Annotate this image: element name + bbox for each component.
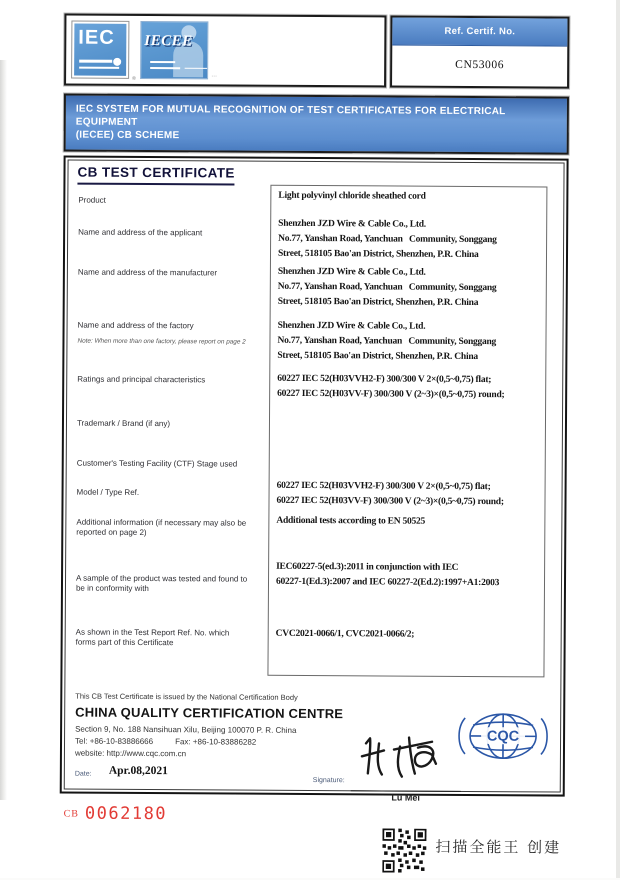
scheme-banner-line1: IEC SYSTEM FOR MUTUAL RECOGNITION OF TEST CERTIFICATES FOR ELECTRICAL EQUIPMENT [75,103,506,128]
test-report-value: CVC2021-0066/1, CVC2021-0066/2; [275,628,415,640]
scanner-watermark-text: 扫描全能王 创建 [435,837,562,857]
issued-by-statement: This CB Test Certificate is issued by the National Certification Body [75,691,298,702]
manufacturer-value: Shenzhen JZD Wire & Cable Co., Ltd. No.77, Yanshan Road, Yanchuan Community, Songgang Street, 518105 Bao'an District, Shenzhen, P.R. China [277,266,497,309]
ncb-tel: Tel: +86-10-83886666 [75,736,154,747]
cqc-logo-icon [455,705,551,772]
handwritten-signature-icon [354,729,458,788]
iecee-logo-line1 [150,61,175,64]
trademark-label: Trademark / Brand (if any) [76,418,171,429]
ratings-label: Ratings and principal characteristics [77,374,206,385]
iec-logo-background [74,24,126,76]
ref-certif-label: Ref. Certif. No. [392,17,567,46]
ref-certif-value: CN53006 [455,58,505,72]
cb-stamp-number: 0062180 [84,803,168,825]
ratings-value: 60227 IEC 52(H03VVH2-F) 300/300 V 2×(0,5~0,75) flat; 60227 IEC 52(H03VV-F) 300/300 V (2~3)×(0,5~0,75) round; [277,373,505,401]
factory-note: Note: When more than one factory, please report on page 2 [77,337,246,346]
cb-number-stamp [64,804,168,825]
product-value: Light polyvinyl chloride sheathed cord [278,190,426,202]
signatory-name: Lu Mei [391,792,420,803]
date-label: Date: [74,770,92,778]
date-value: Apr.08,2021 [108,764,168,778]
applicant-label: Name and address of the applicant [78,227,203,238]
iec-logo-bar2 [79,67,119,69]
cb-stamp-prefix: CB [63,808,79,820]
certificate-body [60,155,569,803]
values-box [267,185,547,678]
sample-conformity-label: A sample of the product was tested and found to be in conformity with [75,573,248,593]
iecee-logo-dots: … [211,72,218,79]
scheme-banner-line2: (IECEE) CB SCHEME [75,129,180,142]
cqc-logo-text: CQC [486,728,520,745]
ncb-fax: Fax: +86-10-83886282 [175,737,257,747]
iecee-logo-icon [140,21,208,79]
iecee-logo-line2 [150,67,180,70]
iec-logo-dot [113,58,121,66]
ncb-address: Section 9, No. 188 Nansihuan Xilu, Beijing 100070 P. R. China [75,724,297,735]
iec-logo-text: IEC [78,26,115,49]
registered-mark: ® [132,75,136,82]
model-value: 60227 IEC 52(H03VVH2-F) 300/300 V 2×(0,5~0,75) flat; 60227 IEC 52(H03VV-F) 300/300 V (2~3)×(0,5~0,75) round; [276,480,504,508]
iec-logo-bar [79,59,112,63]
ncb-website: website: http://www.cqc.com.cn [74,748,187,759]
factory-value: Shenzhen JZD Wire & Cable Co., Ltd. No.77, Yanshan Road, Yanchuan Community, Songgang Street, 518105 Bao'an District, Shenzhen, P.R. China [277,320,497,363]
ncb-tel-fax [75,737,256,747]
ncb-name: CHINA QUALITY CERTIFICATION CENTRE [75,704,344,722]
logos-box [64,13,386,87]
qr-code-icon [382,828,426,872]
iec-logo-icon [71,21,129,79]
certificate-title: CB TEST CERTIFICATE [77,165,234,186]
additional-info-value: Additional tests according to EN 50525 [276,515,425,527]
factory-label: Name and address of the factory [77,320,194,331]
scheme-banner [64,93,569,154]
manufacturer-label: Name and address of the manufacturer [77,267,218,278]
product-label: Product [78,195,106,205]
signature-label: Signature: [312,777,345,785]
test-report-label: As shown in the Test Report Ref. No. which forms part of this Certificate [75,627,230,647]
ref-certif-box [390,15,569,88]
conformity-value: IEC60227-5(ed.3):2011 in conjunction with IEC 60227-1(Ed.3):2007 and IEC 60227-2(Ed.2):1997+A1:2003 [275,561,500,589]
iecee-logo-text: IECEE [144,32,193,50]
applicant-value: Shenzhen JZD Wire & Cable Co., Ltd. No.77, Yanshan Road, Yanchuan Community, Songgang Street, 518105 Bao'an District, Shenzhen, P.R. China [277,218,497,261]
additional-info-label: Additional information (if necessary may also be reported on page 2) [76,517,247,537]
model-label: Model / Type Ref. [76,487,140,497]
ctf-label: Customer's Testing Facility (CTF) Stage used [76,458,238,469]
